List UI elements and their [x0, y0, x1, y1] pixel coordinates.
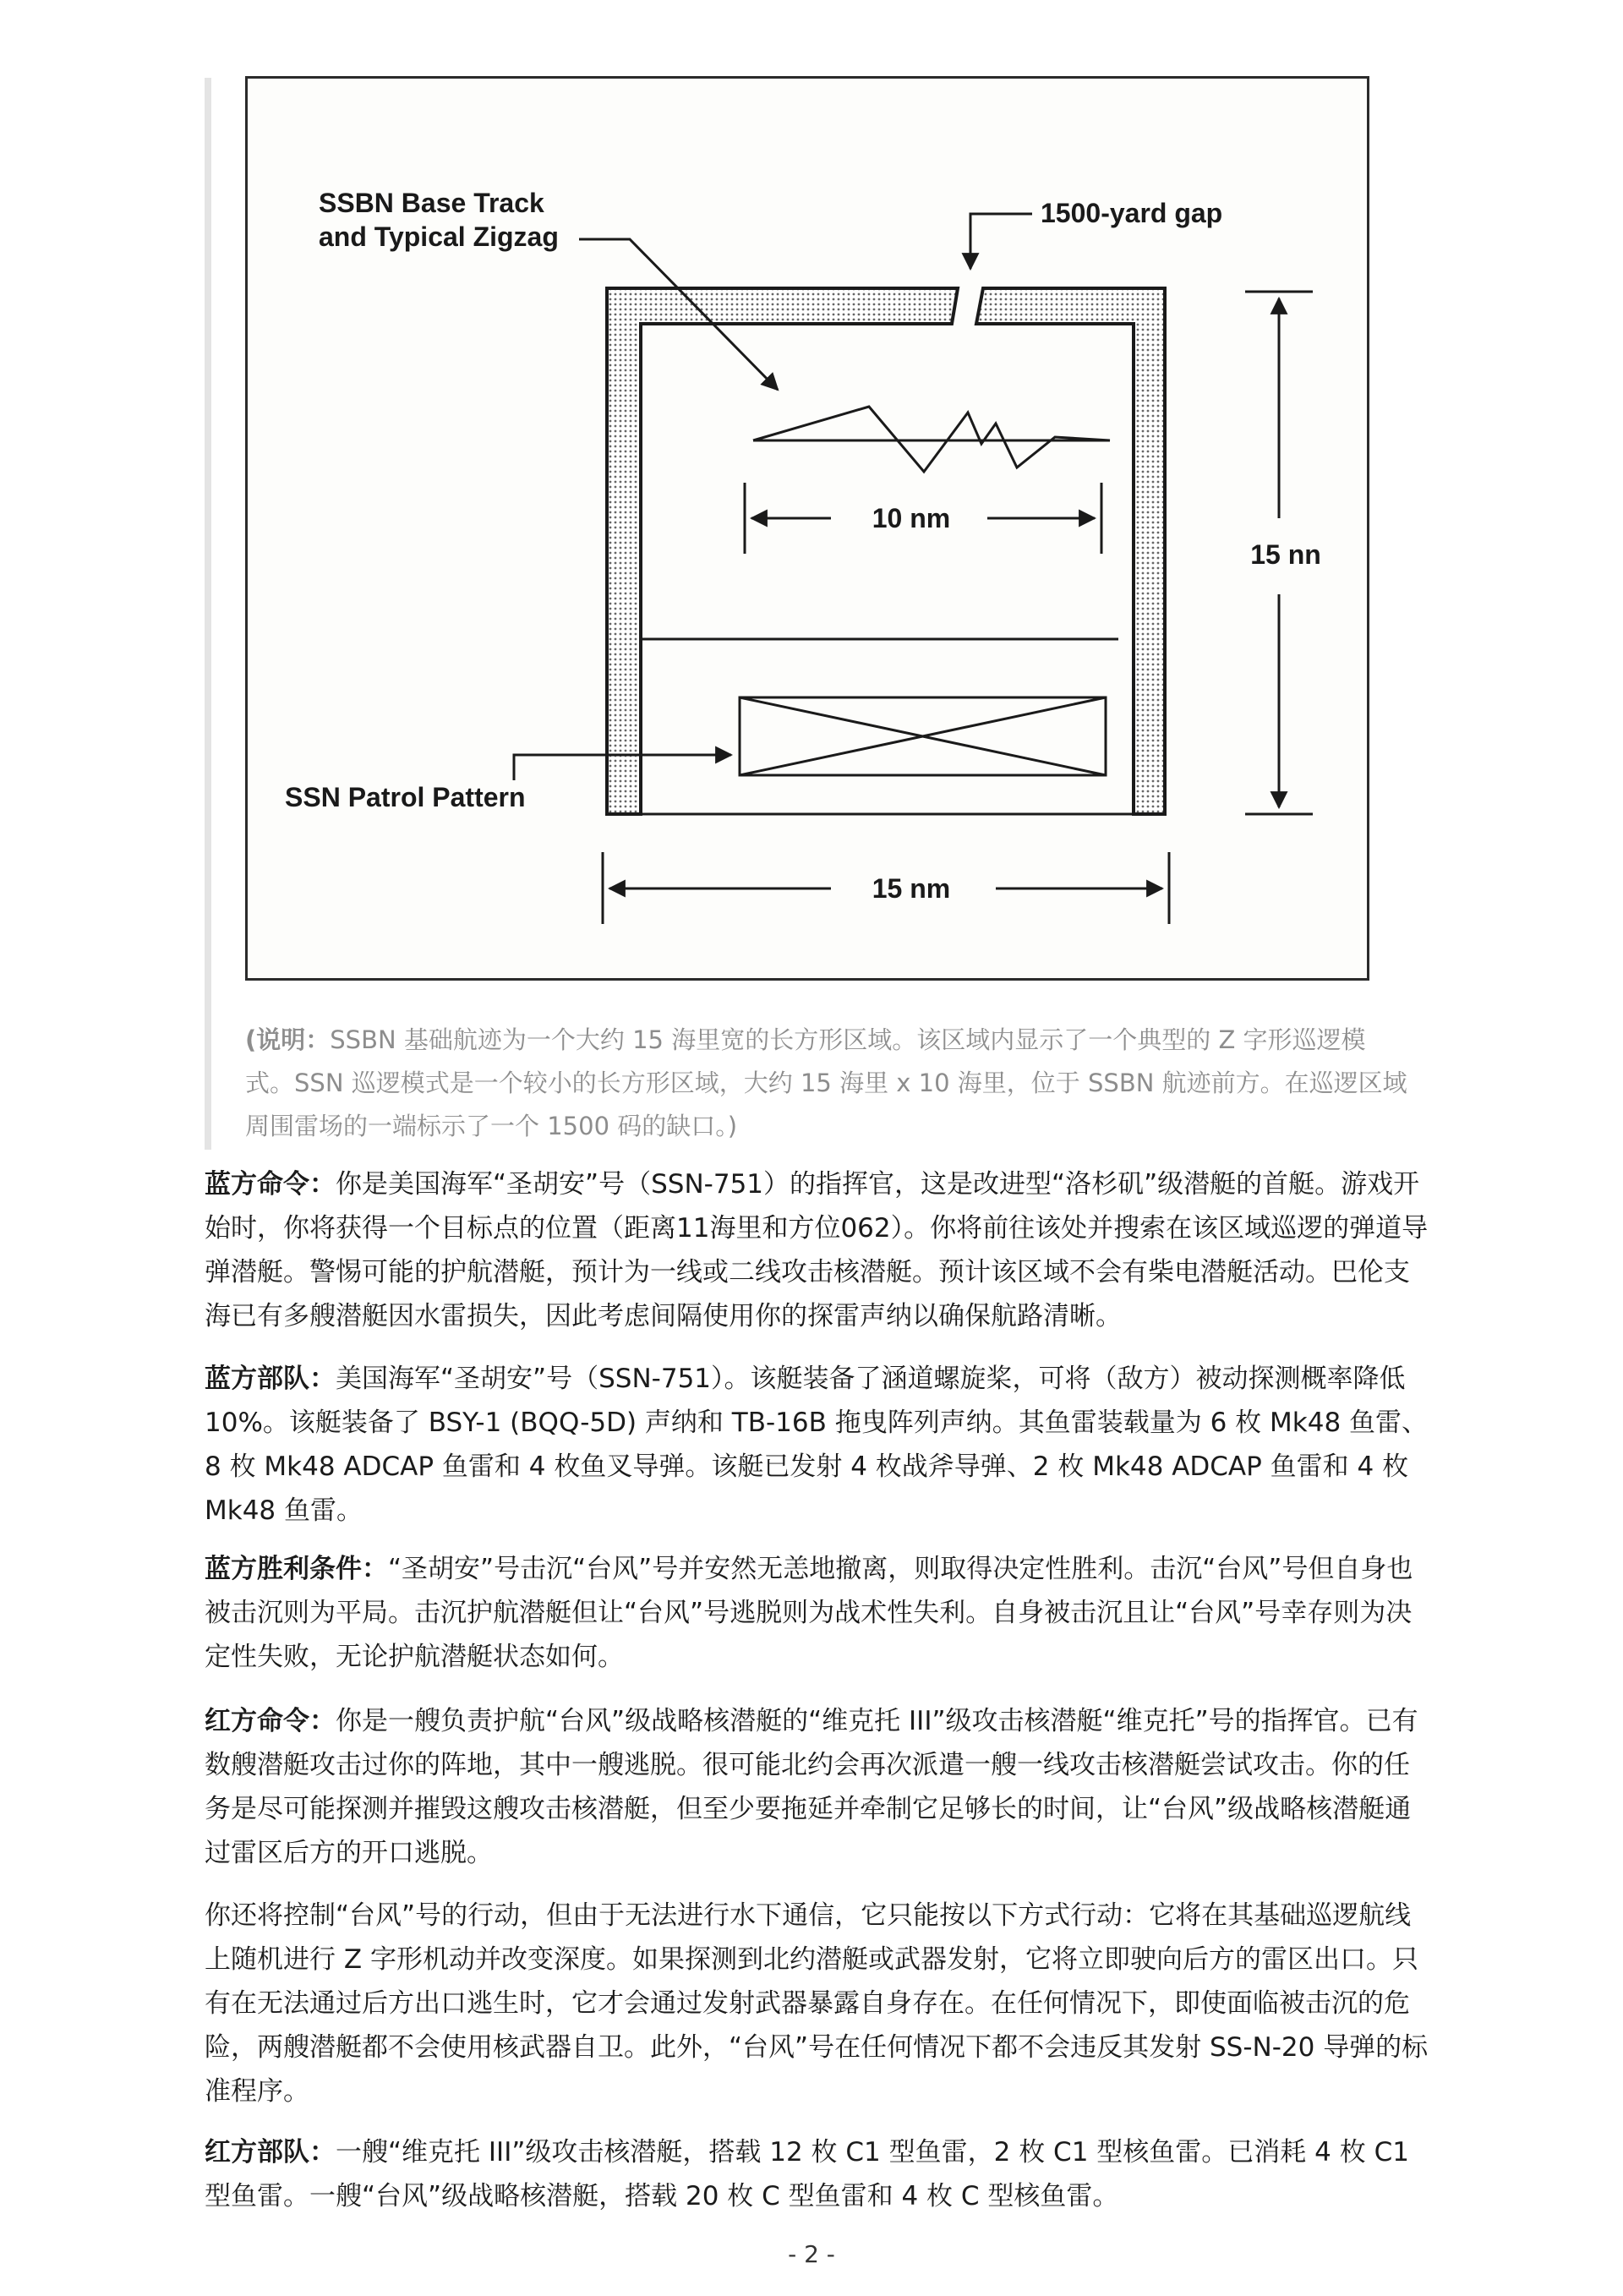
section-label: 红方命令： [205, 1706, 336, 1736]
section-text: “圣胡安”号击沉“台风”号并安然无恙地撤离，则取得决定性胜利。击沉“台风”号但自身也被击沉则为平局。击沉护航潜艇但让“台风”号逃脱则为战术性失利。自身被击沉且让“台风”号幸存则为决定性失败，无论护航潜艇状态如何。 [205, 1554, 1413, 1672]
section-red-orders [205, 1699, 1432, 1875]
section-label: 红方部队： [205, 2137, 336, 2168]
ssn-label: SSN Patrol Pattern [285, 782, 526, 812]
base-track-label-line2: and Typical Zigzag [319, 221, 559, 252]
dim-width-label: 15 nm [872, 873, 951, 904]
section-blue-orders [205, 1162, 1432, 1338]
dim-height-label: 15 nn [1250, 539, 1321, 570]
minefield-walls [607, 288, 1165, 814]
patrol-diagram-figure [245, 76, 1369, 981]
patrol-diagram [248, 79, 1367, 978]
zigzag-track [753, 407, 1110, 472]
section-typhoon-control [205, 1894, 1432, 2113]
section-label: 蓝方命令： [205, 1169, 336, 1200]
section-text: 你还将控制“台风”号的行动，但由于无法进行水下通信，它只能按以下方式行动：它将在其基础巡逻航线上随机进行 Z 字形机动并改变深度。如果探测到北约潜艇或武器发射，它将立即驶向后方的雷区出口。只有在无法通过后方出口逃生时，它才会通过发射武器暴露自身存在。在任何情况下，即使面临被击沉的危险，两艘潜艇都不会使用核武器自卫。此外，“台风”号在任何情况下都不会违反其发射 SS-N-20 导弹的标准程序。 [205, 1900, 1429, 2107]
gap-label: 1500-yard gap [1041, 198, 1223, 228]
section-blue-forces [205, 1357, 1432, 1533]
section-blue-victory [205, 1547, 1432, 1679]
section-label: 蓝方胜利条件： [205, 1554, 388, 1584]
section-text: 你是美国海军“圣胡安”号（SSN-751）的指挥官，这是改进型“洛杉矶”级潜艇的首艇。游戏开始时，你将获得一个目标点的位置（距离11海里和方位062）。你将前往该处并搜索在该区域巡逻的弹道导弹潜艇。警惕可能的护航潜艇，预计为一线或二线攻击核潜艇。预计该区域不会有柴电潜艇活动。巴伦支海已有多艘潜艇因水雷损失，因此考虑间隔使用你的探雷声纳以确保航路清晰。 [205, 1169, 1429, 1331]
caption-lead: (说明： [245, 1025, 331, 1054]
page-number: - 2 - [788, 2240, 835, 2268]
blockquote-bar [205, 78, 211, 1150]
caption-text: SSBN 基础航迹为一个大约 15 海里宽的长方形区域。该区域内显示了一个典型的 Z 字形巡逻模式。SSN 巡逻模式是一个较小的长方形区域，大约 15 海里 x 10 海里，位于 SSBN 航迹前方。在巡逻区域周围雷场的一端标示了一个 1500 码的缺口。) [245, 1025, 1407, 1140]
ssn-patrol-pattern [740, 697, 1106, 775]
section-text: 一艘“维克托 III”级攻击核潜艇，搭载 12 枚 C1 型鱼雷，2 枚 C1 型核鱼雷。已消耗 4 枚 C1 型鱼雷。一艘“台风”级战略核潜艇，搭载 20 枚 C 型鱼雷和 4 枚 C 型核鱼雷。 [205, 2137, 1409, 2211]
dim-inner-width-label: 10 nm [872, 503, 951, 533]
section-red-forces [205, 2130, 1432, 2218]
section-label: 蓝方部队： [205, 1364, 336, 1394]
section-text: 美国海军“圣胡安”号（SSN-751）。该艇装备了涵道螺旋桨，可将（敌方）被动探测概率降低 10%。该艇装备了 BSY-1 (BQQ-5D) 声纳和 TB-16B 拖曳阵列声纳。其鱼雷装载量为 6 枚 Mk48 鱼雷、8 枚 Mk48 ADCAP 鱼雷和 4 枚鱼叉导弹。该艇已发射 4 枚战斧导弹、2 枚 Mk48 ADCAP 鱼雷和 4 枚 Mk48 鱼雷。 [205, 1364, 1429, 1526]
base-track-label-line1: SSBN Base Track [319, 188, 544, 218]
section-text: 你是一艘负责护航“台风”级战略核潜艇的“维克托 III”级攻击核潜艇“维克托”号的指挥官。已有数艘潜艇攻击过你的阵地，其中一艘逃脱。很可能北约会再次派遣一艘一线攻击核潜艇尝试攻击。你的任务是尽可能探测并摧毁这艘攻击核潜艇，但至少要拖延并牵制它足够长的时间，让“台风”级战略核潜艇通过雷区后方的开口逃脱。 [205, 1706, 1418, 1868]
figure-caption [245, 1019, 1412, 1148]
